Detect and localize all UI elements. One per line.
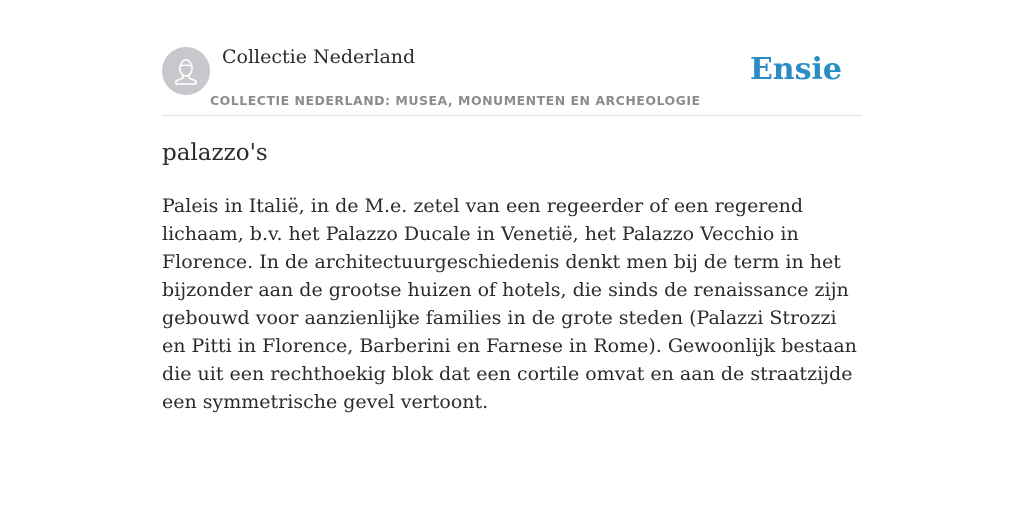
author-name[interactable]: Collectie Nederland: [222, 46, 416, 68]
user-silhouette-icon: [162, 47, 210, 95]
definition-text: Paleis in Italië, in de M.e. zetel van een regeerder of een regerend lichaam, b.v. het Palazzo Ducale in Venetië, het Palazzo Vecchio in Florence. In de architectuurgeschiedenis denkt men bij de term in het bijzonder aan de grootse huizen of hotels, die sinds de renaissance zijn gebouwd voor aanzienlijke families in de grote steden (Palazzi Strozzi en Pitti in Florence, Barberini en Farnese in Rome). Gewoonlijk bestaan die uit een rechthoekig blok dat een cortile omvat en aan de straatzijde een symmetrische gevel vertoont.: [162, 195, 857, 413]
source-subtitle: COLLECTIE NEDERLAND: MUSEA, MONUMENTEN EN ARCHEOLOGIE: [210, 93, 701, 108]
entry-header: [162, 0, 862, 116]
brand-logo[interactable]: Ensie: [749, 52, 842, 87]
avatar[interactable]: [162, 47, 210, 95]
entry-card: [162, 0, 862, 512]
term-title: palazzo's: [162, 140, 268, 166]
